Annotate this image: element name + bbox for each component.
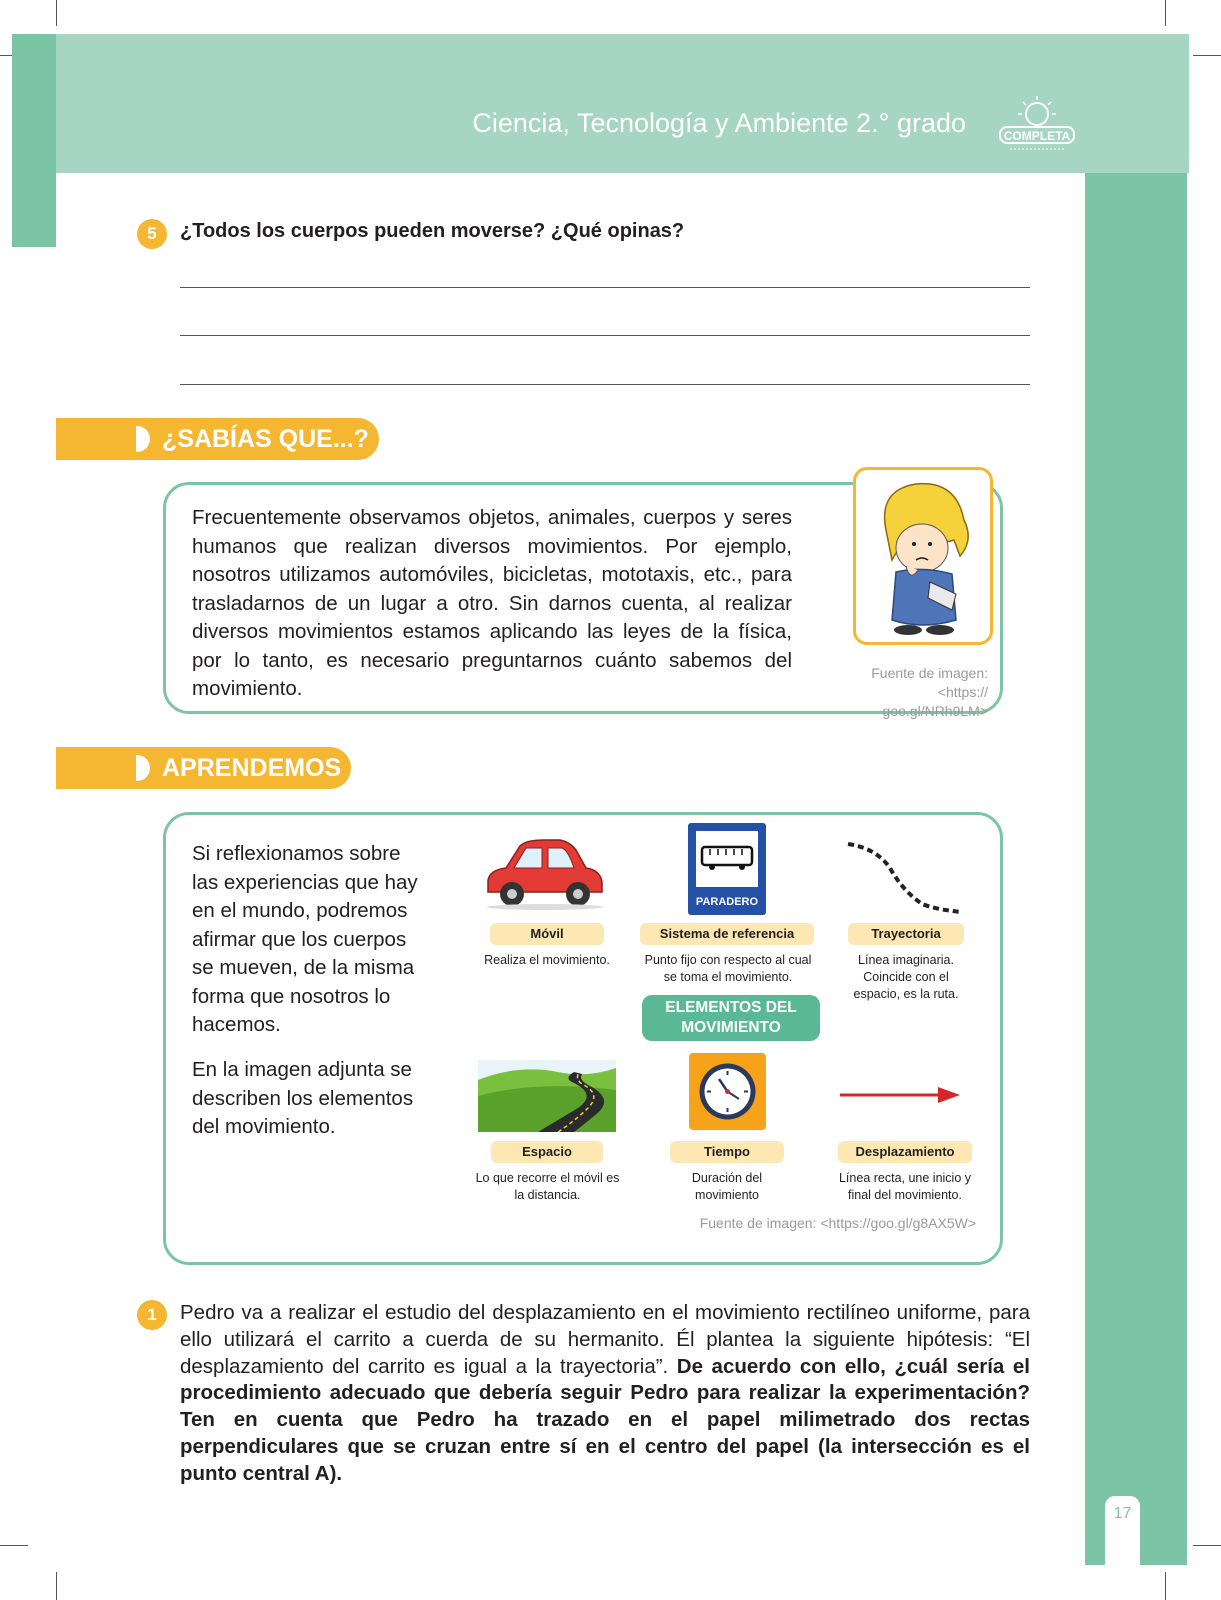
question-5-text: ¿Todos los cuerpos pueden moverse? ¿Qué opinas? [180,220,685,242]
element-desc-trayectoria: Línea imaginaria. Coincide con el espacio, es la ruta. [853,953,959,1001]
banner-marker-icon [136,755,150,781]
trajectory-path-icon [846,840,966,916]
crop-mark [1165,1572,1166,1600]
question-1-text-bold: De acuerdo con ello, ¿cuál sería el procedimiento adecuado que debería seguir Pedro para realizar la experimentación? Ten en cuenta que Pedro ha trazado en el papel milimetrado dos rectas perpendiculares que se cruzan entre sí en el centro del papel (la intersección es el punto central A). [180,1354,1030,1485]
element-desc-sistema: Punto fijo con respecto al cual se toma el movimiento. [644,953,812,984]
question-number-badge: 5 [137,219,167,249]
crop-mark [1193,55,1221,56]
element-label-desplazamiento: Desplazamiento [838,1141,972,1163]
right-margin-column [1085,173,1187,1565]
element-label-tiempo: Tiempo [670,1141,784,1163]
clock-icon [689,1053,766,1130]
source-line: Fuente de imagen: <https:// [871,665,988,700]
elements-center-label: ELEMENTOS DEL MOVIMIENTO [642,995,820,1041]
answer-line [180,287,1030,288]
crop-mark [56,0,57,26]
element-label-trayectoria: Trayectoria [848,923,964,945]
element-label-movil: Móvil [490,923,604,945]
page-header-title: Ciencia, Tecnología y Ambiente 2.° grado [472,108,966,138]
page-number: 17 [1113,1505,1132,1522]
element-label-sistema: Sistema de referencia [640,923,814,945]
thinking-character-image [853,467,993,645]
bus-sign-text: PARADERO [695,896,759,908]
element-label-espacio: Espacio [491,1141,603,1163]
image-source-caption [830,664,988,721]
crop-mark [1193,1545,1221,1546]
aprendemos-paragraph-2: En la imagen adjunta se describen los elementos del movimiento. [192,1058,414,1138]
logo [996,94,1078,156]
section-title: APRENDEMOS [162,754,342,782]
road-landscape-icon [478,1060,616,1132]
crop-mark [56,1572,57,1600]
svg-text:COMPLETA: COMPLETA [1003,129,1071,143]
crop-mark [1165,0,1166,26]
aprendemos-paragraph-1: Si reflexionamos sobre las experiencias que hay en el mundo, podremos afirmar que los cuerpos se mueven, de la misma forma que nosotros lo hacemos. [192,842,418,1036]
element-desc-movil: Realiza el movimiento. [484,953,610,967]
element-desc-espacio: Lo que recorre el móvil es la distancia. [475,1171,620,1202]
section-title: ¿SABÍAS QUE...? [162,425,369,453]
element-desc-tiempo: Duración del movimiento [691,1171,763,1202]
bus-stop-sign-icon [688,823,766,915]
displacement-arrow-icon [838,1084,962,1106]
banner-marker-icon [136,426,150,452]
element-desc-desplazamiento: Línea recta, une inicio y final del movimiento. [838,1171,972,1202]
section-banner-sabias [56,418,379,460]
image-source-caption: Fuente de imagen: <https://goo.gl/g8AX5W> [699,1215,976,1231]
question-1-text-normal: Pedro va a realizar el estudio del desplazamiento en el movimiento rectilíneo uniforme, para ello utilizará el carrito a cuerda de su hermanito. Él plantea la siguiente hipótesis: “El desplazamiento del carrito es igual a la trayectoria”. [180,1301,1030,1378]
question-1-text [180,1300,1030,1488]
crop-mark [0,1545,28,1546]
car-icon [482,836,608,910]
thinking-child-icon [856,470,990,642]
answer-line [180,335,1030,336]
section-banner-aprendemos [56,747,351,789]
source-line: goo.gl/NRh9LM> [882,703,988,719]
answer-line [180,384,1030,385]
question-number-badge: 1 [137,1300,167,1330]
sabias-paragraph: Frecuentemente observamos objetos, animales, cuerpos y seres humanos que realizan diversos movimientos. Por ejemplo, nosotros utilizamos automóviles, bicicletas, mototaxis, etc., para trasladarnos de un lugar a otro. Sin darnos cuenta, al realizar diversos movimientos estamos aplicando las leyes de la física, por lo tanto, es necesario preguntarnos cuánto sabemos del movimiento. [192,506,792,700]
header-left-tab [12,34,56,247]
